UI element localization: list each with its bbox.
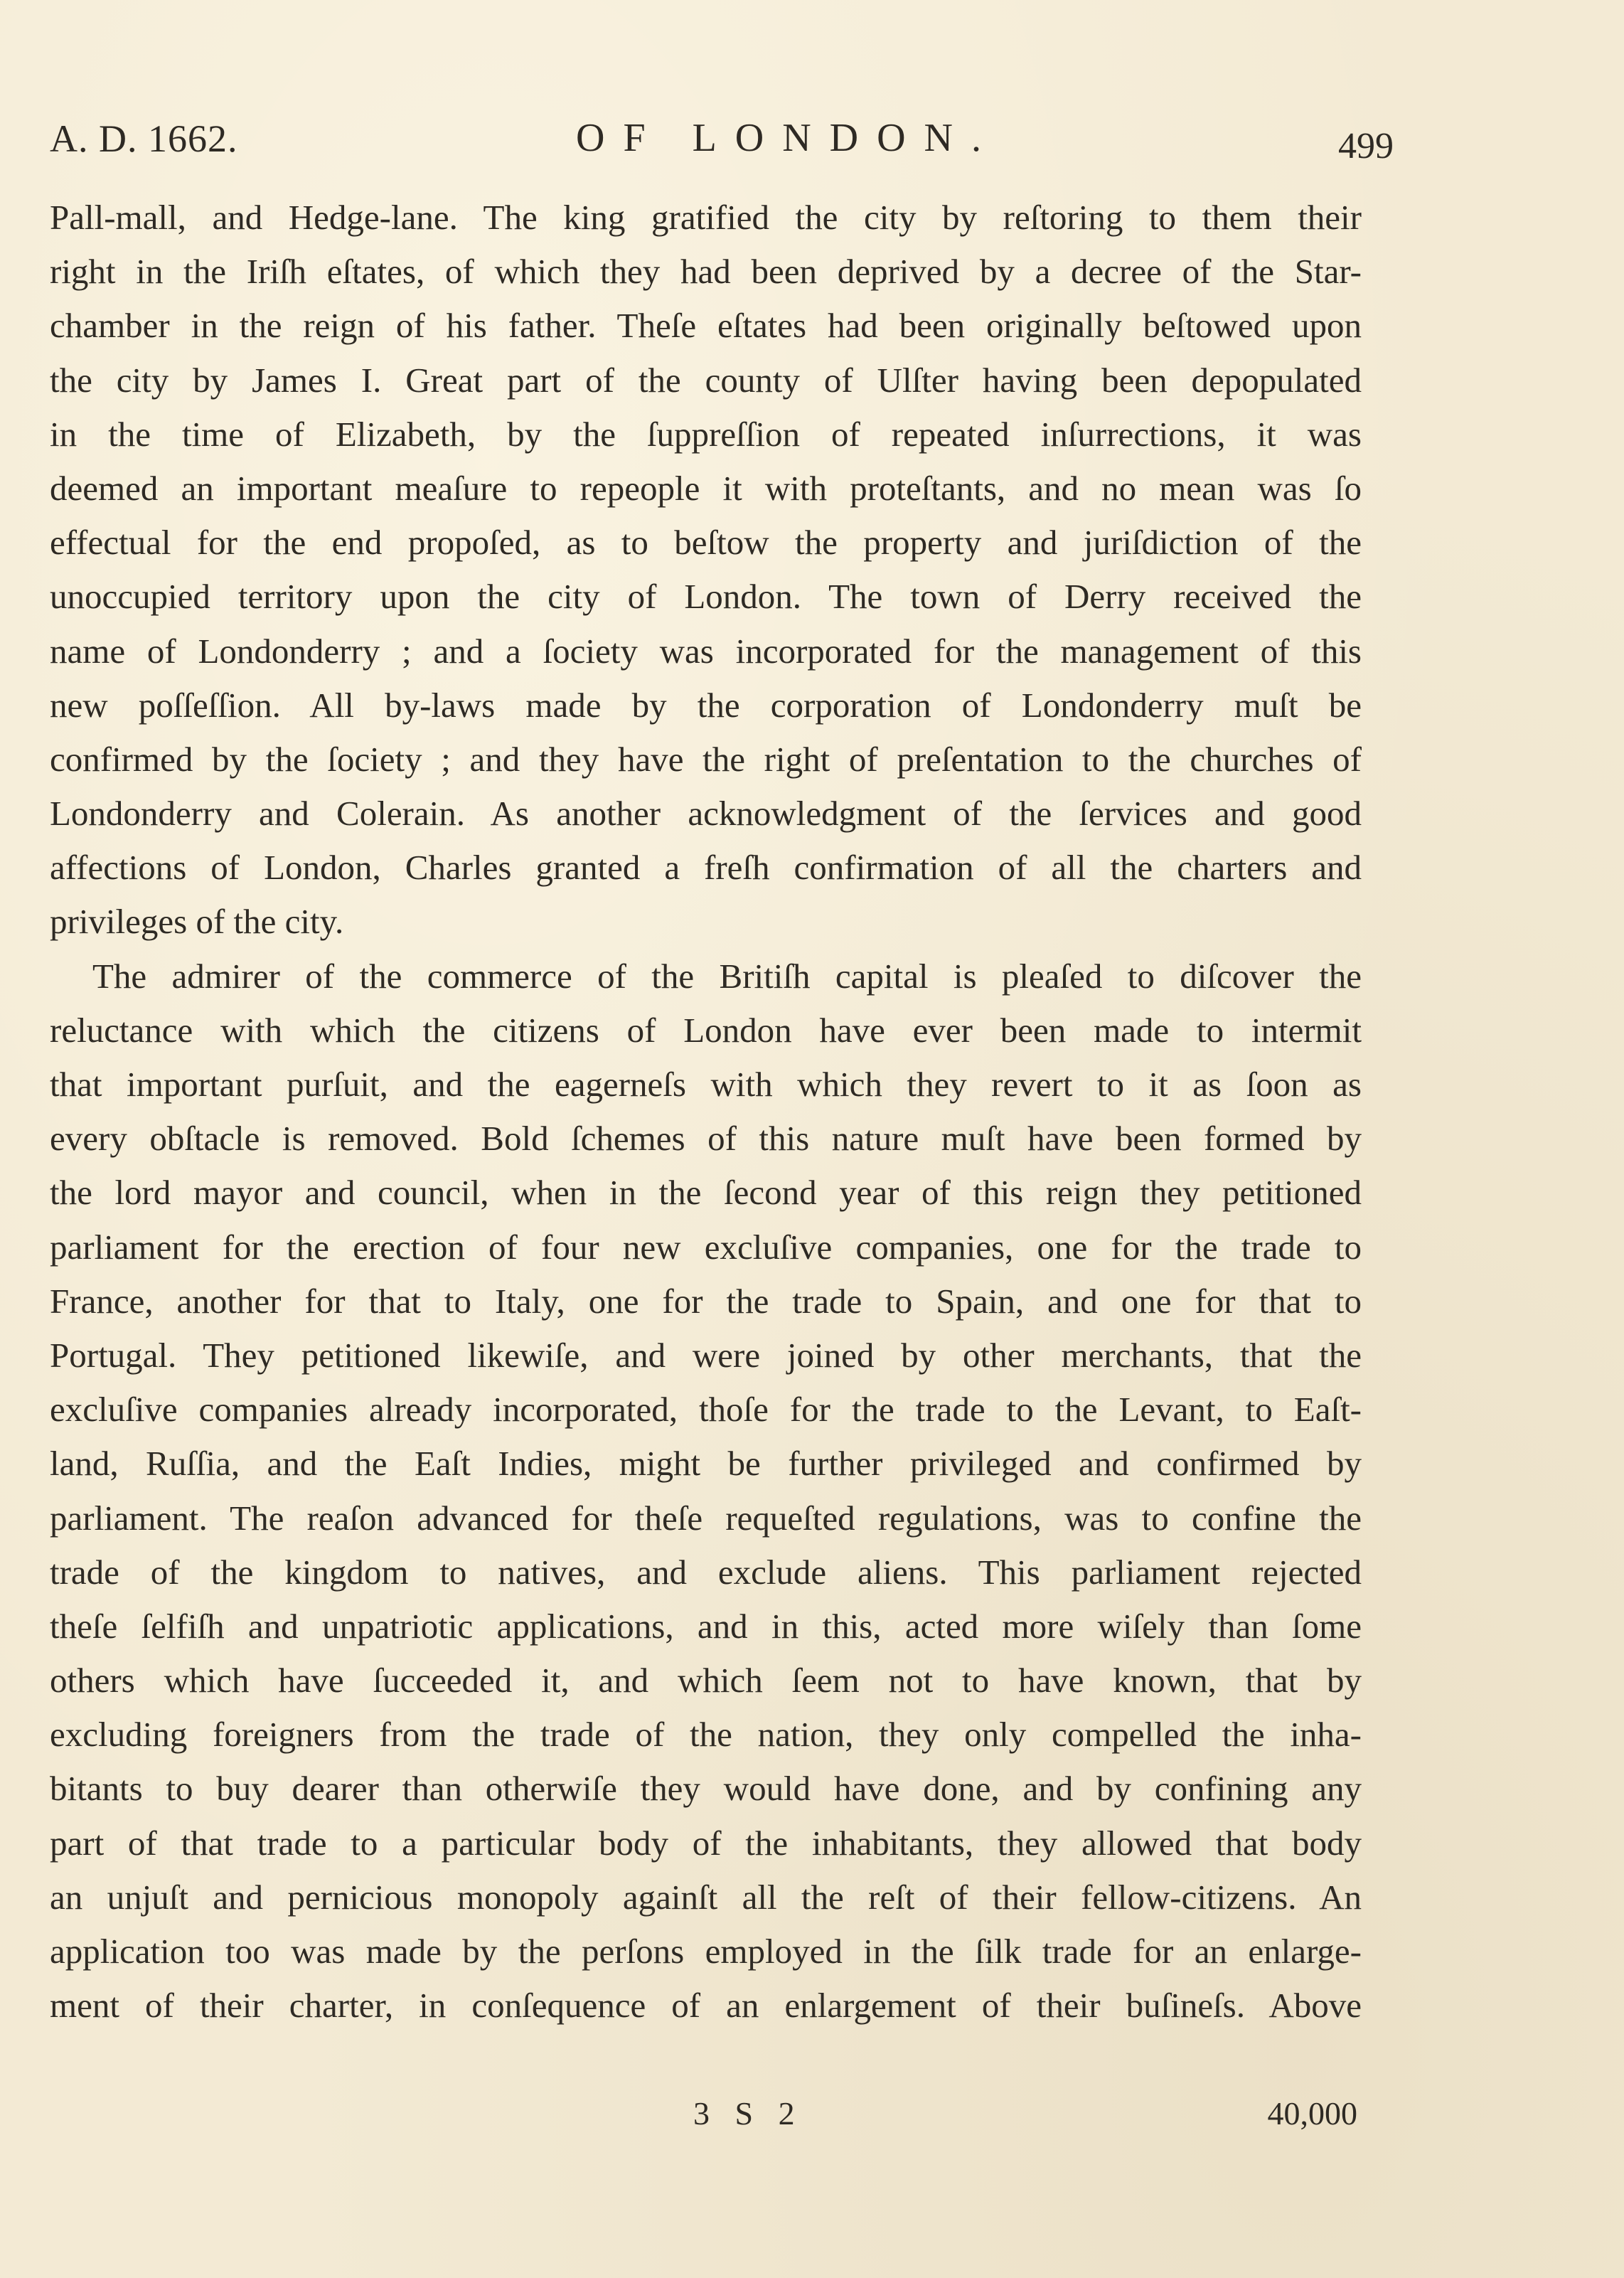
text-line: bitants to buy dearer than otherwiſe they would have done, and by confining any [50, 1769, 1362, 1809]
text-line: Portugal. They petitioned likewiſe, and were joined by other merchants, that the [50, 1335, 1362, 1375]
text-line: deemed an important meaſure to repeople it with proteſtants, and no mean was ſo [50, 468, 1362, 508]
text-line: name of Londonderry ; and a ſociety was incorporated for the management of this [50, 631, 1362, 671]
text-line: new poſſeſſion. All by-laws made by the corporation of Londonderry muſt be [50, 685, 1362, 725]
text-line: application too was made by the perſons employed in the ſilk trade for an enlarge- [50, 1932, 1362, 1971]
text-line: ment of their charter, in conſequence of an enlargement of their buſineſs. Above [50, 1986, 1362, 2026]
text-line: an unjuſt and pernicious monopoly againſt all the reſt of their fellow-citizens. An [50, 1877, 1362, 1917]
paragraph-end-line: privileges of the city. [50, 902, 344, 942]
text-line: confirmed by the ſociety ; and they have the right of preſentation to the churches of [50, 739, 1362, 779]
text-line: unoccupied territory upon the city of London. The town of Derry received the [50, 577, 1362, 617]
signature-mark: 3 S 2 [693, 2095, 803, 2131]
text-line: France, another for that to Italy, one for the trade to Spain, and one for that to [50, 1281, 1362, 1321]
page-header [50, 107, 1394, 171]
catchword: 40,000 [1267, 2095, 1357, 2131]
text-line: reluctance with which the citizens of London have ever been made to intermit [50, 1010, 1362, 1050]
text-line: that important purſuit, and the eagerneſs with which they revert to it as ſoon as [50, 1065, 1362, 1104]
text-line: excluſive companies already incorporated, thoſe for the trade to the Levant, to Eaſt- [50, 1390, 1362, 1430]
page-number: 499 [1338, 126, 1394, 166]
text-line: right in the Iriſh eſtates, of which they had been deprived by a decree of the Star- [50, 252, 1362, 292]
text-line: chamber in the reign of his father. Theſe eſtates had been originally beſtowed upon [50, 306, 1362, 346]
page-footer [0, 2095, 1624, 2137]
paragraph-start-line: The admirer of the commerce of the Britiſh capital is pleaſed to diſcover the [92, 956, 1362, 996]
text-line: affections of London, Charles granted a freſh confirmation of all the charters and [50, 848, 1362, 888]
text-line: others which have ſucceeded it, and which ſeem not to have known, that by [50, 1661, 1362, 1700]
header-date: A. D. 1662. [50, 117, 238, 160]
text-line: Pall-mall, and Hedge-lane. The king gratified the city by reſtoring to them their [50, 198, 1362, 237]
text-line: Londonderry and Colerain. As another acknowledgment of the ſervices and good [50, 794, 1362, 834]
text-line: in the time of Elizabeth, by the ſuppreſſion of repeated inſurrections, it was [50, 414, 1362, 454]
text-line: land, Ruſſia, and the Eaſt Indies, might be further privileged and confirmed by [50, 1444, 1362, 1484]
text-line: parliament. The reaſon advanced for theſe requeſted regulations, was to confine the [50, 1498, 1362, 1538]
text-line: the city by James I. Great part of the county of Ulſter having been depopulated [50, 360, 1362, 400]
text-line: theſe ſelfiſh and unpatriotic applications, and in this, acted more wiſely than ſome [50, 1606, 1362, 1646]
text-line: every obſtacle is removed. Bold ſchemes of this nature muſt have been formed by [50, 1119, 1362, 1159]
text-line: trade of the kingdom to natives, and exclude aliens. This parliament rejected [50, 1552, 1362, 1592]
text-line: parliament for the erection of four new excluſive companies, one for the trade to [50, 1227, 1362, 1267]
running-title: OF LONDON. [576, 116, 1000, 160]
text-line: effectual for the end propoſed, as to beſtow the property and juriſdiction of the [50, 523, 1362, 563]
text-line: excluding foreigners from the trade of the nation, they only compelled the inha- [50, 1715, 1362, 1755]
body-text [50, 191, 1362, 2033]
text-line: the lord mayor and council, when in the ſecond year of this reign they petitioned [50, 1173, 1362, 1213]
text-line: part of that trade to a particular body of the inhabitants, they allowed that body [50, 1823, 1362, 1863]
